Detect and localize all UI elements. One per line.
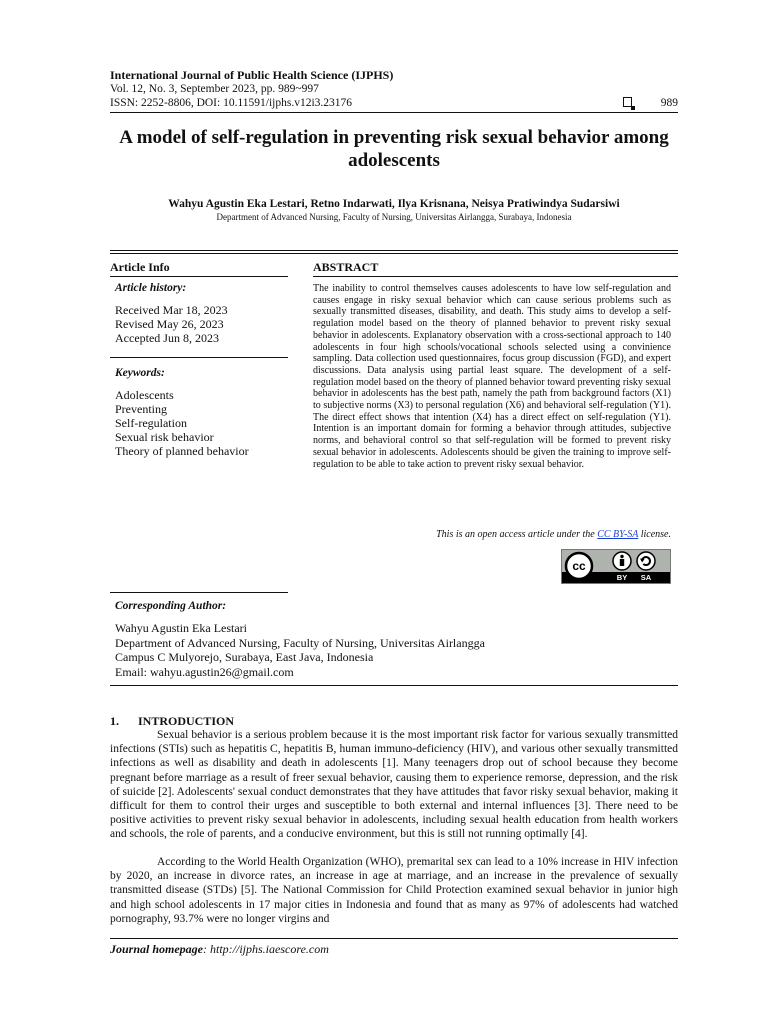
article-history-list	[115, 303, 293, 345]
corresponding-email: Email: wahyu.agustin26@gmail.com	[115, 664, 294, 679]
issn-line: ISSN: 2252-8806, DOI: 10.11591/ijphs.v12i3.23176	[110, 97, 353, 109]
sa-share-icon	[637, 552, 655, 570]
license-statement	[313, 529, 671, 540]
keyword-item: Self-regulation	[115, 416, 187, 430]
cc-badge-graphic	[562, 550, 670, 583]
introduction-heading	[110, 714, 234, 729]
homepage-label: Journal homepage	[110, 942, 204, 956]
abstract-rule	[313, 276, 678, 277]
paper-title: A model of self-regulation in preventing risk sexual behavior among adolescents	[119, 127, 669, 171]
corresponding-heading: Corresponding Author:	[115, 600, 227, 612]
section-rule-top	[110, 250, 678, 251]
section-number: 1.	[110, 714, 119, 728]
keyword-item: Theory of planned behavior	[115, 444, 249, 458]
footer-rule	[110, 938, 678, 939]
page-number: 989	[660, 97, 678, 109]
keyword-item: Sexual risk behavior	[115, 430, 214, 444]
journal-homepage	[110, 942, 329, 957]
corresponding-address: Campus C Mulyorejo, Surabaya, East Java, Indonesia	[115, 650, 374, 664]
section-rule-bottom	[110, 253, 678, 254]
journal-name: International Journal of Public Health Science (IJPHS)	[110, 68, 394, 82]
homepage-url[interactable]: : http://ijphs.iaescore.com	[203, 942, 329, 956]
info-bottom-rule	[110, 685, 678, 686]
cc-by-sa-badge[interactable]	[561, 549, 671, 584]
intro-paragraph-1: Sexual behavior is a serious problem because it is the most important risk factor for various sexually transmitted infections (STIs) such as hepatitis C, hepatitis B, human immuno-deficiency (HIV), and various other sexually transmitted infections as well as disability and death in adolescents [1]. Many teenagers drop out of school because they become pregnant before marriage as a result of freer sexual behavior, causing them to experience remorse, depression, and the risk of suicide [2]. Adolescents' sexual conduct demonstrates that they have attitudes that favor risky sexual behavior, making it difficult for them to control their urges and susceptible to both external and internal influences [3]. There need to be positive activities to prevent risky sexual behavior in adolescents, including sexual health education from health workers and schools, the role of parents, and a conducive environment, but this is still not running optimally [4].	[110, 729, 678, 841]
cc-by-sa-link[interactable]: CC BY-SA	[597, 529, 639, 540]
license-suffix: license.	[638, 529, 671, 540]
by-label: BY	[616, 573, 628, 582]
abstract-text: The inability to control themselves causes adolescents to have low self-regulation and causes engage in risky sexual behavior which can cause serious problems such as sexually transmitted diseases, disability, and death. This study aims to develop a self-regulation model based on the theory of planned behavior to prevent risky sexual behavior in adolescents. Explanatory observation with a cross-sectional approach to 140 adolescents in four high schools/vocational schools selected using a convinience sampling. Data collection used questionnaires, focus group discussion (FGD), and expert discussions. Data analysis using partial least square. The development of a self-regulation model based on the theory of planned behavior toward preventing risky sexual behavior in adolescents has the best path, namely the path from background factors (X1) to subjective norms (X3) to personal regulation (X6) and behavioral self-regulation (Y1). The direct effect shows that intention (X4) has a direct effect on self-regulation (Y1). Intention is an important domain for forming a behavior through attitudes, subjective norms, and behavioral control so that self-regulation will be formed to prevent risky sexual behavior in adolescents. Adolescents should be given the training to improve self-regulation to be able to take action to prevent risky sexual behavior.	[313, 283, 671, 470]
section-title: INTRODUCTION	[138, 714, 235, 728]
header-rule	[110, 112, 678, 113]
corresponding-details	[115, 621, 485, 679]
volume-line: Vol. 12, No. 3, September 2023, pp. 989~997	[110, 83, 319, 95]
sa-label: SA	[640, 573, 652, 582]
article-info-heading: Article Info	[110, 260, 170, 274]
license-prefix: This is an open access article under the	[436, 529, 598, 540]
affiliation: Department of Advanced Nursing, Faculty of Nursing, Universitas Airlangga, Surabaya, Indonesia	[216, 212, 572, 222]
keywords-list	[115, 388, 305, 458]
author-list: Wahyu Agustin Eka Lestari, Retno Indarwati, Ilya Krisnana, Neisya Pratiwindya Sudarsiwi	[168, 198, 620, 210]
keywords-rule	[110, 357, 288, 358]
corresponding-rule	[110, 592, 288, 593]
intro-paragraph-2: According to the World Health Organization (WHO), premarital sex can lead to a 10% increase in HIV infection by 2020, an increase in divorce rates, an increase in age at marriage, and an increase in the prevalence of sexually transmitted disease (STDs) [5]. The National Commission for Child Protection examined sexual behavior in junior high and high school adolescents in 17 major cities in Indonesia and found that as many as 97% of adolescents had watched pornography, 93.7% were no longer virgins and	[110, 856, 678, 925]
corresponding-department: Department of Advanced Nursing, Faculty of Nursing, Universitas Airlangga	[115, 635, 485, 650]
keyword-item: Preventing	[115, 402, 167, 416]
page-icon	[623, 97, 632, 107]
keywords-heading: Keywords:	[115, 367, 165, 379]
article-info-rule	[110, 276, 288, 277]
keyword-item: Adolescents	[115, 388, 174, 402]
history-revised: Revised May 26, 2023	[115, 317, 224, 331]
cc-icon-text: cc	[572, 559, 586, 573]
history-received: Received Mar 18, 2023	[115, 303, 228, 317]
article-history-heading: Article history:	[115, 282, 187, 294]
corresponding-name: Wahyu Agustin Eka Lestari	[115, 621, 248, 635]
history-accepted: Accepted Jun 8, 2023	[115, 331, 219, 345]
abstract-heading: ABSTRACT	[313, 260, 379, 274]
